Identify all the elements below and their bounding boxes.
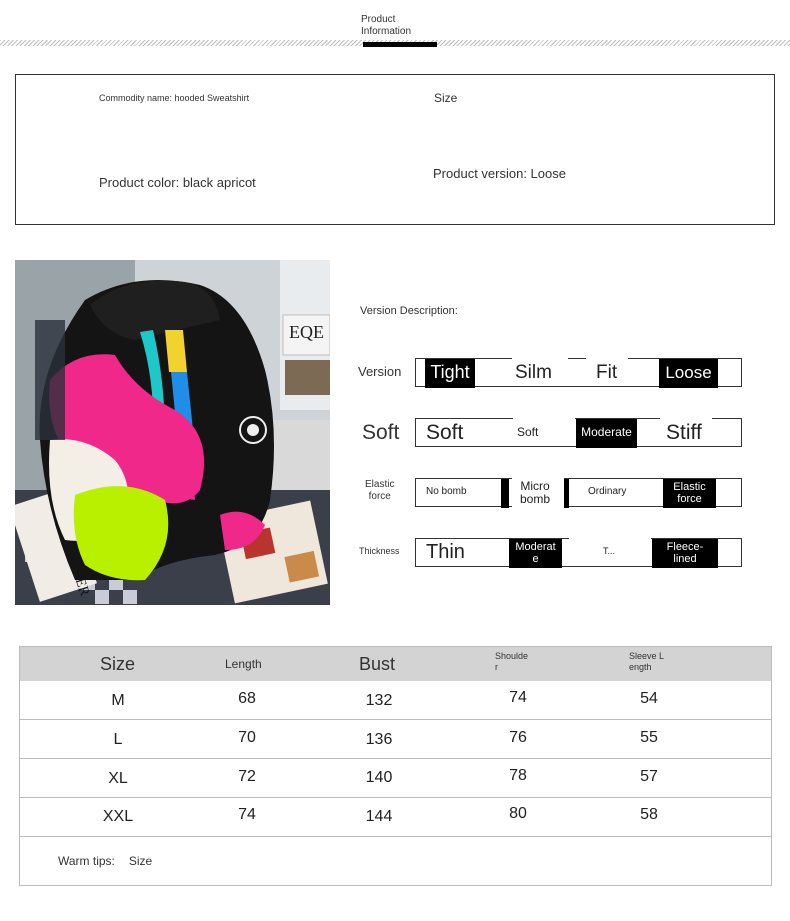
- thickness-row-label: Thickness: [359, 546, 400, 556]
- elasticity-option-force: force: [677, 493, 702, 505]
- elasticity-option-no-bomb: No bomb: [426, 486, 467, 497]
- cell-size: XXL: [102, 808, 134, 825]
- elasticity-option-ordinary: Ordinary: [588, 486, 627, 497]
- section-title-underline: [363, 42, 437, 47]
- commodity-name: Commodity name: hooded Sweatshirt: [99, 93, 250, 103]
- cell-bust: 136: [365, 731, 393, 748]
- cell-bust: 140: [365, 769, 393, 786]
- header-bust: Bust: [359, 654, 396, 674]
- cell-shoulder: 78: [509, 767, 527, 784]
- thickness-option-moderate: [509, 539, 562, 568]
- cell-length: 72: [238, 768, 256, 785]
- table-row: [20, 759, 771, 798]
- cell-shoulder: 74: [509, 689, 527, 706]
- cell-size: L: [113, 731, 123, 748]
- version-row-label: Version: [358, 364, 402, 379]
- cell-size: XL: [108, 770, 128, 787]
- warm-tips-label: Warm tips:: [58, 854, 115, 868]
- softness-option-moderate: Moderate: [576, 419, 637, 448]
- cell-bust: 132: [365, 692, 393, 709]
- header-sleeve-line1: Sleeve L: [629, 651, 665, 661]
- thickness-option-lined: lined: [673, 553, 697, 565]
- table-row: [20, 720, 771, 759]
- thickness-scale: [415, 538, 742, 567]
- cell-size: M: [111, 692, 125, 709]
- cell-sleeve: 55: [640, 729, 658, 746]
- header-shoulder-line1: Shoulde: [495, 651, 529, 661]
- header-length: Length: [225, 657, 262, 671]
- header-sleeve-line2: ength: [629, 662, 652, 672]
- thickness-option-moderate-line1: Moderat: [515, 541, 556, 553]
- elastic-row-label-line2: force: [368, 491, 391, 502]
- cell-bust: 144: [365, 808, 393, 825]
- elasticity-option-elastic: Elastic: [673, 481, 706, 493]
- softness-option-soft-2: Soft: [517, 425, 539, 439]
- soft-row-label: Soft: [362, 421, 400, 444]
- version-scale: [415, 358, 742, 387]
- softness-scale: [415, 418, 742, 447]
- table-row: [20, 681, 771, 720]
- version-option-fit: Fit: [596, 362, 618, 383]
- thickness-option-moderate-line2: e: [532, 553, 539, 565]
- product-photo: [15, 260, 330, 605]
- product-color: Product color: black apricot: [99, 175, 256, 190]
- elastic-row-label-line1: Elastic: [365, 479, 395, 490]
- elasticity-option-bomb: bomb: [520, 492, 551, 506]
- warm-tips: [58, 854, 166, 868]
- version-option-tight: Tight: [425, 359, 475, 388]
- softness-option-soft: Soft: [426, 421, 464, 444]
- cell-shoulder: 80: [509, 805, 527, 822]
- section-title-line1: Product: [361, 14, 396, 25]
- thickness-option-fleece-lined: [652, 539, 718, 568]
- version-option-silm: Silm: [515, 362, 552, 383]
- cell-shoulder: 76: [509, 729, 527, 746]
- elastic-row-label: [365, 479, 394, 503]
- elasticity-option-micro-bomb: [520, 480, 550, 506]
- cell-length: 68: [238, 690, 256, 707]
- photo-print-text: EQE: [289, 322, 324, 342]
- header-sleeve-length: [629, 651, 664, 673]
- product-version: Product version: Loose: [433, 166, 566, 181]
- version-option-loose: Loose: [659, 359, 718, 388]
- softness-option-stiff: Stiff: [666, 421, 702, 444]
- header-shoulder: [495, 651, 528, 673]
- thickness-option-thick: T...: [603, 546, 616, 556]
- table-row: [20, 798, 771, 837]
- cell-sleeve: 57: [640, 768, 658, 785]
- thickness-option-fleece: Fleece-: [666, 541, 704, 553]
- thickness-option-thin: Thin: [426, 541, 465, 563]
- size-table-header: [20, 647, 771, 681]
- section-title: [361, 14, 411, 38]
- product-info-box: [15, 74, 775, 225]
- cell-length: 74: [238, 806, 256, 823]
- header-size: Size: [100, 654, 136, 674]
- section-title-line2: Information: [361, 26, 412, 37]
- warm-tips-value: Size: [128, 854, 153, 868]
- cell-sleeve: 58: [640, 806, 658, 823]
- elasticity-scale: [415, 478, 742, 507]
- cell-sleeve: 54: [640, 690, 658, 707]
- cell-length: 70: [238, 729, 256, 746]
- size-label: Size: [434, 91, 458, 105]
- elasticity-option-elastic-force: [663, 479, 716, 508]
- header-shoulder-line2: r: [495, 662, 498, 672]
- elasticity-option-micro: Micro: [520, 479, 550, 493]
- version-description-title: Version Description:: [360, 305, 458, 317]
- size-table: [19, 646, 772, 886]
